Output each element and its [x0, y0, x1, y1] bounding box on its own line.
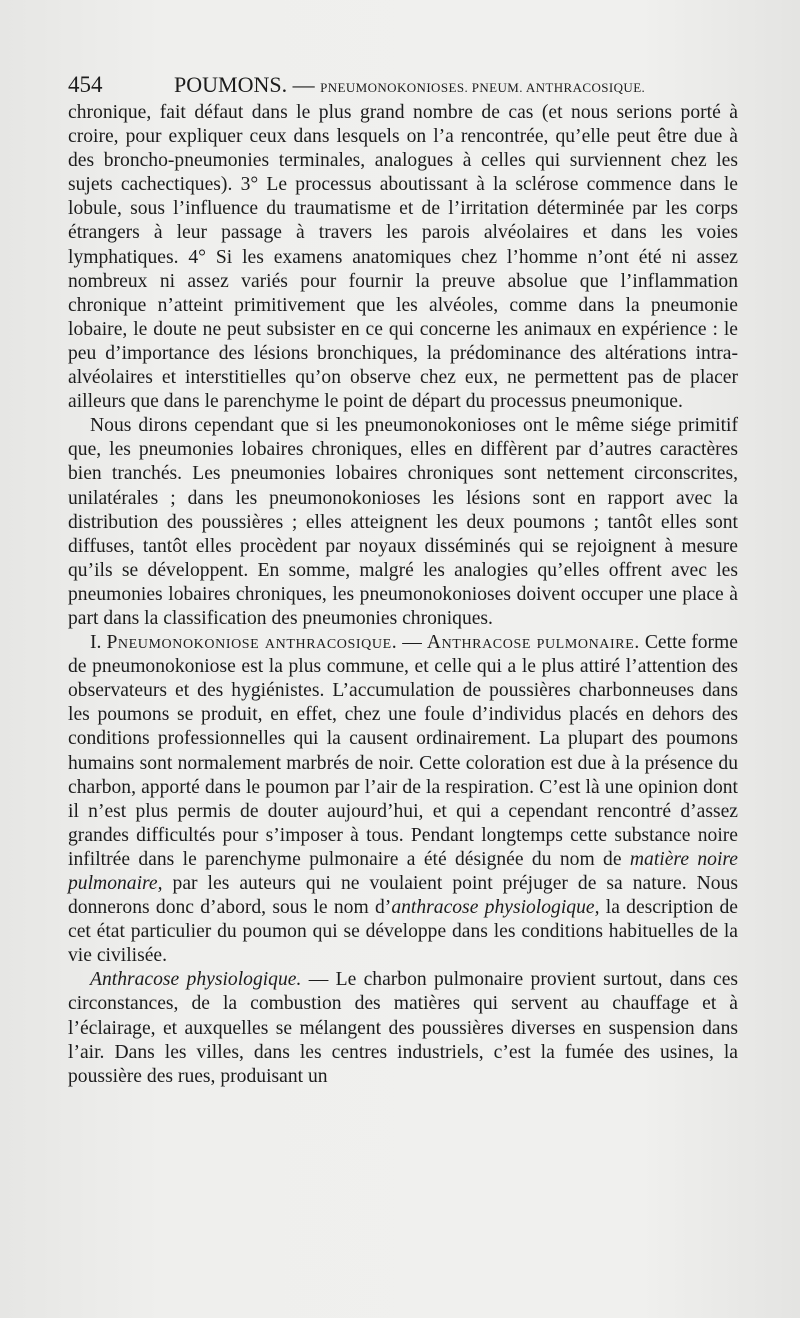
subsection-dash: — — [308, 969, 329, 991]
italic-term-matiere-noire: matière noire pulmonaire, — [68, 848, 738, 894]
paragraph-4-text: Le charbon pulmonaire provient surtout, dans ces circonstances, de la combustion des matières qui servent au chauffage et à l’éclairage, et auxquelles se mélangent des poussières diverses en suspension dans l’air. Dans les villes, dans les centres industriels, c’est la fumée des usines, la poussière des rues, produisant un — [68, 969, 739, 1087]
running-title — [174, 72, 645, 98]
section-subheading: Anthracose pulmonaire. — [426, 632, 640, 654]
paragraph-1: chronique, fait défaut dans le plus grand nombre de cas (et nous serions porté à croire, pour expliquer ceux dans lesquels on l’a rencontrée, qu’elle peut être due à des broncho-pneumonies terminales, analogues à celles qui surviennent chez les sujets cachectiques). 3° Le processus aboutissant à la sclérose commence dans le lobule, sous l’influence du traumatisme et de l’irritation déterminée par les corps étrangers à leur passage à travers les parois alvéolaires et dans les voies lymphatiques. 4° Si les examens anatomiques chez l’homme n’ont été ni assez nombreux ni assez variés pour fournir la preuve absolue que l’inflammation chronique n’atteint primitivement que les alvéoles, comme dans la pneumonie lobaire, le doute ne peut subsister en ce qui concerne les animaux en expérience : le peu d’importance des lésions bronchiques, la prédominance des altérations intra-alvéolaires et interstitielles qu’on observe chez eux, ne permettent pas de placer ailleurs que dans le parenchyme le point de départ du processus pneumonique. — [68, 102, 738, 413]
chapter-title: POUMONS. — [174, 72, 288, 97]
section-heading: Pneumonokoniose anthracosique. — [106, 632, 398, 654]
main-text — [68, 101, 738, 1089]
paragraph-3-text-b: par les auteurs qui ne voulaient point préjuger de sa nature. Nous donnerons donc d’abord, sous le nom d’ — [68, 873, 738, 919]
page-number: 454 — [68, 72, 103, 97]
section-dash: — — [402, 632, 422, 654]
paragraph-3 — [68, 631, 738, 968]
paragraph-3-text-a: Cette forme de pneumonokoniose est la plus commune, et celle qui a le plus attiré l’attention des observateurs et des hygiénistes. L’accumulation de poussières charbonneuses dans les poumons se produit, en effet, chez une foule d’individus placés en dehors des conditions professionnelles qui la causent ordinairement. La plupart des poumons humains sont normalement marbrés de noir. Cette coloration est due à la présence du charbon, apporté dans le poumon par l’air de la respiration. C’est là une opinion dont il n’est plus permis de douter aujourd’hui, et qui a cependant rencontré d’assez grandes difficultés pour s’imposer à tous. Pendant longtemps cette substance noire infiltrée dans le parenchyme pulmonaire a été désignée du nom de — [68, 632, 738, 870]
paragraph-2: Nous dirons cependant que si les pneumonokonioses ont le même siége primitif que, les pneumonies lobaires chroniques, elles en diffèrent par d’autres caractères bien tranchés. Les pneumonies lobaires chroniques sont nettement circonscrites, unilatérales ; dans les pneumonokonioses les lésions sont en rapport avec la distribution des poussières ; elles atteignent les deux poumons ; tantôt elles sont diffuses, tantôt elles procèdent par noyaux disséminés qui se rejoignent à mesure qu’ils se développent. En somme, malgré les analogies qu’elles offrent avec les pneumonies lobaires chroniques, les pneumonokonioses doivent occuper une place à part dans la classification des pneumonies chroniques. — [68, 415, 738, 629]
paragraph-4 — [68, 968, 738, 1088]
subsection-heading: Anthracose physiologique. — [90, 969, 302, 991]
section-number: I. — [90, 632, 102, 654]
italic-term-anthracose-physiologique: anthracose physiologique, — [391, 897, 600, 919]
section-title: PNEUMONOKONIOSES. PNEUM. ANTHRACOSIQUE. — [320, 80, 646, 95]
running-header — [68, 72, 738, 102]
header-dash: — — [292, 72, 315, 97]
paragraph-3-text-c: la description de cet état particulier du poumon qui se développe dans les conditions habituelles de la vie civilisée. — [68, 897, 738, 967]
